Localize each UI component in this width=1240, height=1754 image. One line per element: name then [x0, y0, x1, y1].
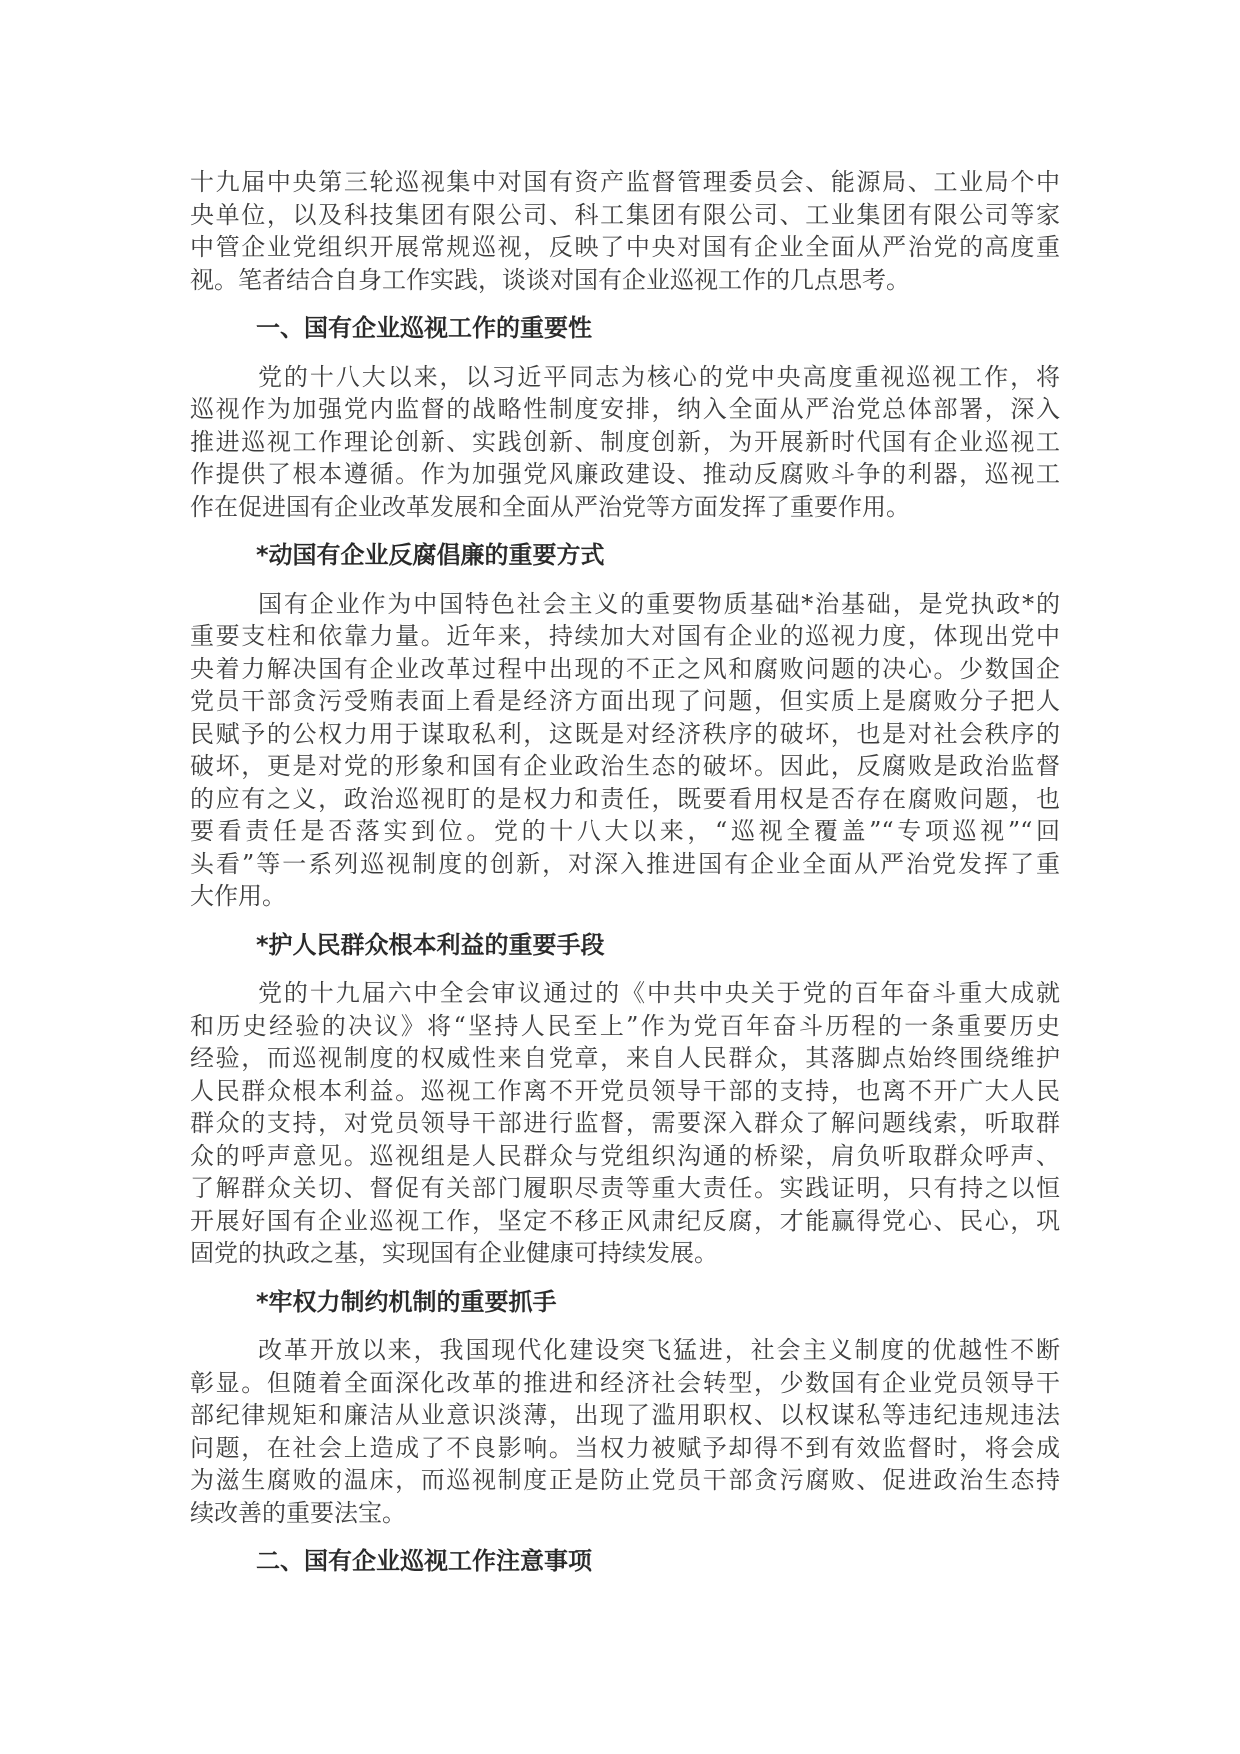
- paragraph-line: 中管企业党组织开展常规巡视，反映了中央对国有企业全面从严治党的高度重: [190, 233, 1060, 261]
- paragraph: [190, 588, 1060, 913]
- paragraph: [190, 166, 1060, 296]
- section-heading: *护人民群众根本利益的重要手段: [256, 930, 605, 959]
- paragraph-line: 固党的执政之基，实现国有企业健康可持续发展。: [190, 1239, 718, 1267]
- paragraph-line: 央单位，以及科技集团有限公司、科工集团有限公司、工业集团有限公司等家: [190, 200, 1060, 229]
- paragraph-line: 开展好国有企业巡视工作，坚定不移正风肃纪反腐，才能赢得党心、民心，巩: [190, 1206, 1060, 1235]
- paragraph-line: 和历史经验的决议》将“坚持人民至上”作为党百年奋斗历程的一条重要历史: [190, 1011, 1060, 1040]
- paragraph: [190, 1334, 1060, 1529]
- paragraph-line: 改革开放以来，我国现代化建设突飞猛进，社会主义制度的优越性不断: [258, 1336, 1060, 1364]
- section-heading: 二、国有企业巡视工作注意事项: [256, 1547, 592, 1575]
- paragraph-line: 十九届中央第三轮巡视集中对国有资产监督管理委员会、能源局、工业局个中: [190, 168, 1060, 196]
- paragraph-line: 众的呼声意见。巡视组是人民群众与党组织沟通的桥梁，肩负听取群众呼声、: [190, 1141, 1060, 1170]
- paragraph-line: 人民群众根本利益。巡视工作离不开党员领导干部的支持，也离不开广大人民: [190, 1076, 1060, 1105]
- paragraph-line: 民赋予的公权力用于谋取私利，这既是对经济秩序的破坏，也是对社会秩序的: [190, 719, 1060, 748]
- paragraph-line: 巡视作为加强党内监督的战略性制度安排，纳入全面从严治党总体部署，深入: [190, 395, 1060, 423]
- paragraph-line: 大作用。: [190, 882, 286, 910]
- paragraph-line: 头看”等一系列巡视制度的创新，对深入推进国有企业全面从严治党发挥了重: [190, 849, 1060, 878]
- paragraph-line: 经验，而巡视制度的权威性来自党章，来自人民群众，其落脚点始终围绕维护: [190, 1044, 1060, 1072]
- paragraph-line: 作提供了根本遵循。作为加强党风廉政建设、推动反腐败斗争的利器，巡视工: [190, 460, 1060, 488]
- paragraph-line: 为滋生腐败的温床，而巡视制度正是防止党员干部贪污腐败、促进政治生态持: [190, 1466, 1060, 1494]
- paragraph-line: 党员干部贪污受贿表面上看是经济方面出现了问题，但实质上是腐败分子把人: [190, 687, 1060, 715]
- paragraph-line: 问题，在社会上造成了不良影响。当权力被赋予却得不到有效监督时，将会成: [190, 1433, 1060, 1462]
- paragraph: [190, 361, 1060, 524]
- document-body: [190, 166, 1060, 1594]
- paragraph-line: 了解群众关切、督促有关部门履职尽责等重大责任。实践证明，只有持之以恒: [190, 1174, 1060, 1202]
- paragraph-line: 重要支柱和依靠力量。近年来，持续加大对国有企业的巡视力度，体现出党中: [190, 622, 1060, 650]
- paragraph-line: 破坏，更是对党的形象和国有企业政治生态的破坏。因此，反腐败是政治监督: [190, 752, 1060, 780]
- paragraph-line: 视。笔者结合自身工作实践，谈谈对国有企业巡视工作的几点思考。: [190, 265, 910, 294]
- paragraph-line: 续改善的重要法宝。: [190, 1498, 406, 1527]
- paragraph-line: 的应有之义，政治巡视盯的是权力和责任，既要看用权是否存在腐败问题，也: [190, 784, 1060, 813]
- paragraph-line: 作在促进国有企业改革发展和全面从严治党等方面发挥了重要作用。: [190, 492, 910, 521]
- section-heading: *牢权力制约机制的重要抓手: [256, 1287, 557, 1316]
- paragraph-line: 国有企业作为中国特色社会主义的重要物质基础*治基础，是党执政*的: [258, 589, 1060, 618]
- paragraph-line: 推进巡视工作理论创新、实践创新、制度创新，为开展新时代国有企业巡视工: [190, 427, 1060, 456]
- paragraph-line: 群众的支持，对党员领导干部进行监督，需要深入群众了解问题线索，听取群: [190, 1109, 1060, 1137]
- paragraph-line: 央着力解决国有企业改革过程中出现的不正之风和腐败问题的决心。少数国企: [190, 654, 1060, 683]
- paragraph: [190, 977, 1060, 1270]
- paragraph-line: 彰显。但随着全面深化改革的推进和经济社会转型，少数国有企业党员领导干: [190, 1368, 1060, 1397]
- section-heading: *动国有企业反腐倡廉的重要方式: [256, 541, 605, 569]
- paragraph-line: 党的十八大以来，以习近平同志为核心的党中央高度重视巡视工作，将: [258, 362, 1060, 391]
- paragraph-line: 要看责任是否落实到位。党的十八大以来，“巡视全覆盖”“专项巡视”“回: [190, 817, 1060, 845]
- section-heading: 一、国有企业巡视工作的重要性: [256, 314, 592, 342]
- paragraph-line: 部纪律规矩和廉洁从业意识淡薄，出现了滥用职权、以权谋私等违纪违规违法: [190, 1401, 1060, 1429]
- paragraph-line: 党的十九届六中全会审议通过的《中共中央关于党的百年奋斗重大成就: [258, 979, 1060, 1007]
